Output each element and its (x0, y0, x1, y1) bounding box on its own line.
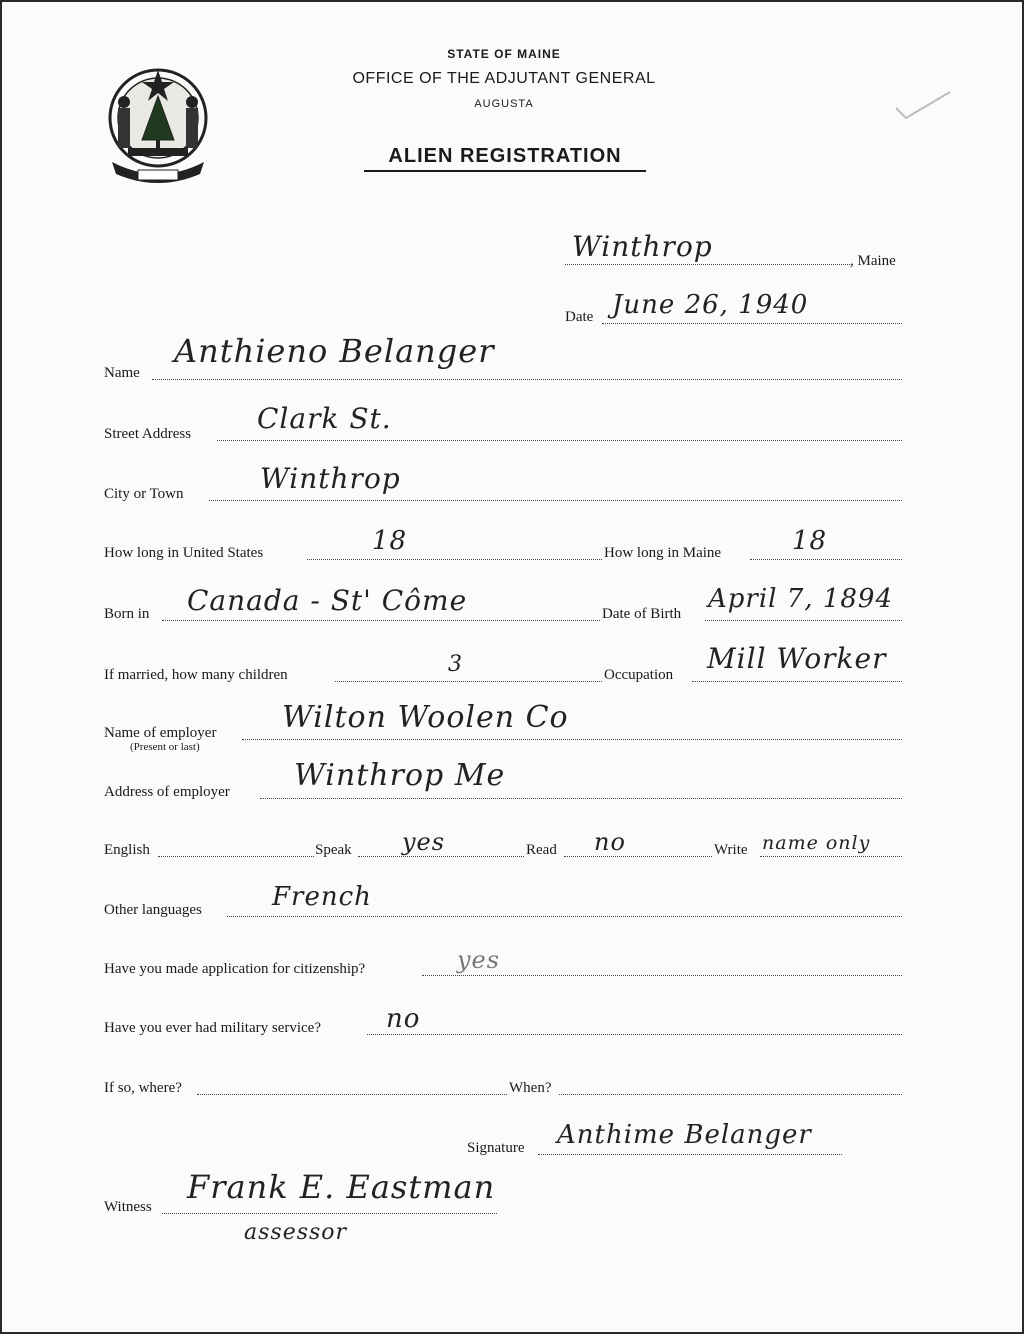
speak-line (358, 856, 524, 857)
years-us-line (307, 559, 602, 560)
employer-address-line (260, 798, 902, 799)
signature-value[interactable]: Anthime Belanger (557, 1120, 812, 1150)
speak-label: Speak (315, 842, 352, 858)
dob-label: Date of Birth (602, 606, 682, 622)
other-languages-value[interactable]: French (272, 882, 372, 912)
street-value[interactable]: Clark St. (257, 402, 392, 435)
form-title: ALIEN REGISTRATION (364, 145, 646, 172)
name-label: Name (104, 365, 140, 381)
witness-value[interactable]: Frank E. Eastman (187, 1168, 496, 1206)
employer-line (242, 739, 902, 740)
write-value[interactable]: name only (762, 832, 871, 854)
signature-line (538, 1154, 842, 1155)
where-line (197, 1094, 507, 1095)
write-line (760, 856, 902, 857)
witness-label: Witness (104, 1199, 152, 1215)
town-line (565, 264, 850, 265)
children-value[interactable]: 3 (448, 652, 463, 677)
write-label: Write (714, 842, 748, 858)
occupation-line (692, 681, 902, 682)
occupation-value[interactable]: Mill Worker (707, 642, 887, 675)
military-value[interactable]: no (386, 1004, 421, 1034)
employer-sublabel: (Present or last) (130, 741, 200, 753)
employer-value[interactable]: Wilton Woolen Co (282, 700, 569, 735)
dob-line (705, 620, 902, 621)
years-us-value[interactable]: 18 (372, 526, 408, 556)
city-line (209, 500, 902, 501)
english-label: English (104, 842, 150, 858)
citizenship-line (422, 975, 902, 976)
years-maine-line (750, 559, 902, 560)
read-line (564, 856, 712, 857)
born-in-value[interactable]: Canada - St' Côme (187, 584, 468, 617)
checkmark-icon (892, 86, 952, 126)
street-label: Street Address (104, 426, 192, 442)
city-value[interactable]: Winthrop (260, 462, 401, 495)
read-label: Read (526, 842, 557, 858)
born-in-label: Born in (104, 606, 150, 622)
town-value[interactable]: Winthrop (572, 230, 713, 263)
name-line (152, 379, 902, 380)
where-label: If so, where? (104, 1080, 182, 1096)
maine-label: , Maine (850, 253, 896, 269)
years-maine-label: How long in Maine (604, 545, 722, 561)
children-line (335, 681, 602, 682)
name-value[interactable]: Anthieno Belanger (174, 332, 495, 370)
military-label: Have you ever had military service? (104, 1020, 321, 1036)
witness-title[interactable]: assessor (244, 1220, 348, 1245)
date-value[interactable]: June 26, 1940 (612, 290, 809, 320)
employer-address-label: Address of employer (104, 784, 230, 800)
witness-line (162, 1213, 497, 1214)
state-heading: STATE OF MAINE (447, 47, 561, 61)
date-line (602, 323, 902, 324)
speak-value[interactable]: yes (402, 828, 446, 856)
signature-label: Signature (467, 1140, 525, 1156)
read-value[interactable]: no (594, 828, 626, 856)
citizenship-label: Have you made application for citizenship? (104, 961, 366, 977)
when-label: When? (509, 1080, 552, 1096)
maine-state-seal-icon (102, 62, 214, 188)
children-label: If married, how many children (104, 667, 288, 683)
citizenship-value[interactable]: yes (457, 946, 501, 974)
city-label: City or Town (104, 486, 184, 502)
english-line (158, 856, 314, 857)
years-maine-value[interactable]: 18 (792, 526, 828, 556)
employer-label: Name of employer (104, 725, 217, 741)
occupation-label: Occupation (604, 667, 674, 683)
office-heading: OFFICE OF THE ADJUTANT GENERAL (352, 70, 656, 87)
other-languages-line (227, 916, 902, 917)
employer-address-value[interactable]: Winthrop Me (294, 758, 506, 793)
other-languages-label: Other languages (104, 902, 202, 918)
military-line (367, 1034, 902, 1035)
born-in-line (162, 620, 600, 621)
street-line (217, 440, 902, 441)
date-label: Date (565, 309, 594, 325)
dob-value[interactable]: April 7, 1894 (708, 584, 893, 614)
when-line (559, 1094, 902, 1095)
city-heading: AUGUSTA (474, 98, 534, 110)
years-us-label: How long in United States (104, 545, 264, 561)
